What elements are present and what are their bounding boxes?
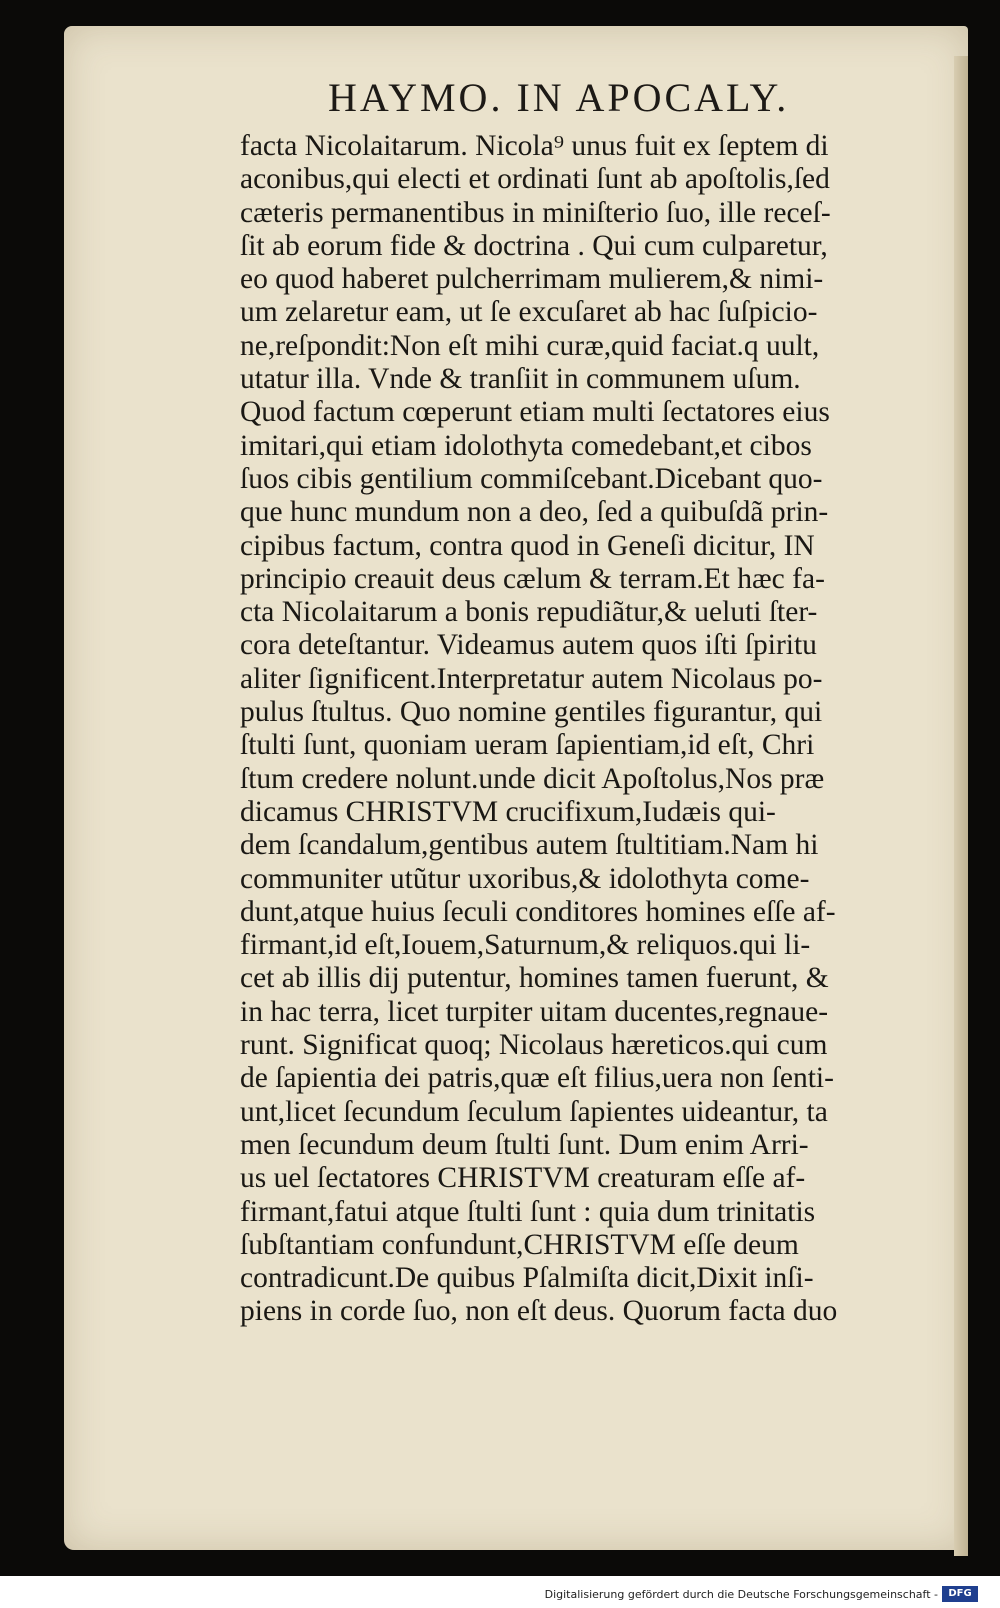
page-edge (954, 56, 968, 1556)
text-line: us uel ſectatores CHRISTVM creaturam eſſe af- (240, 1162, 806, 1195)
text-line: men ſecundum deum ſtulti ſunt. Dum enim Arri- (240, 1128, 809, 1161)
text-line: que hunc mundum non a deo, ſed a quibuſdã prin- (240, 496, 829, 529)
text-line: um zelaretur eam, ut ſe excuſaret ab hac ſuſpicio- (240, 296, 818, 329)
text-line: cipibus factum, contra quod in Geneſi dicitur, IN (240, 529, 815, 562)
text-line: ſtum credere nolunt.unde dicit Apoſtolus,Nos præ (240, 762, 825, 795)
text-line: imitari,qui etiam idolothyta comedebant,et cibos (240, 429, 812, 462)
text-line: communiter utũtur uxoribus,& idolothyta come- (240, 862, 810, 895)
body-text (240, 130, 940, 1329)
text-line: ſit ab eorum fide & doctrina . Qui cum culparetur, (240, 229, 828, 262)
dfg-logo: DFG (942, 1586, 978, 1602)
text-line: de ſapientia dei patris,quæ eſt filius,uera non ſenti- (240, 1062, 834, 1095)
text-line: dunt,atque huius ſeculi conditores homines eſſe af- (240, 895, 836, 928)
text-line: principio creauit deus cælum & terram.Et hæc fa- (240, 562, 825, 595)
text-line: piens in corde ſuo, non eſt deus. Quorum facta duo (240, 1295, 838, 1328)
text-line: ſuos cibis gentilium commiſcebant.Dicebant quo- (240, 462, 823, 495)
text-line: contradicunt.De quibus Pſalmiſta dicit,Dixit inſi- (240, 1262, 814, 1295)
text-line: ne,reſpondit:Non eſt mihi curæ,quid faciat.q uult, (240, 329, 820, 362)
running-head: HAYMO. IN APOCALY. (328, 75, 790, 120)
text-line: firmant,id eſt,Iouem,Saturnum,& reliquos.qui li- (240, 929, 811, 962)
text-line: cet ab illis dij putentur, homines tamen fuerunt, & (240, 962, 829, 995)
text-line: facta Nicolaitarum. Nicola⁹ unus fuit ex ſeptem di (240, 130, 829, 162)
text-line: cora deteſtantur. Videamus autem quos iſti ſpiritu (240, 629, 817, 662)
text-line: unt,licet ſecundum ſeculum ſapientes uideantur, ta (240, 1095, 828, 1128)
digitization-credit: Digitalisierung gefördert durch die Deutsche Forschungsgemeinschaft - (544, 1588, 938, 1601)
text-line: runt. Significat quoq; Nicolaus hæreticos.qui cum (240, 1029, 828, 1062)
text-line: eo quod haberet pulcherrimam mulierem,& nimi- (240, 263, 824, 296)
text-line: ſtulti ſunt, quoniam ueram ſapientiam,id eſt, Chri (240, 729, 815, 762)
text-line: cæteris permanentibus in miniſterio ſuo, ille receſ- (240, 196, 831, 229)
text-line: aconibus,qui electi et ordinati ſunt ab apoſtolis,ſed (240, 163, 830, 196)
text-line: pulus ſtultus. Quo nomine gentiles figurantur, qui (240, 696, 823, 729)
text-line: Quod factum cœperunt etiam multi ſectatores eius (240, 396, 830, 429)
text-line: ſubſtantiam confundunt,CHRISTVM eſſe deum (240, 1228, 799, 1261)
text-line: dicamus CHRISTVM crucifixum,Iudæis qui- (240, 795, 776, 828)
text-line: in hac terra, licet turpiter uitam ducentes,regnaue- (240, 995, 829, 1028)
text-line: firmant,fatui atque ſtulti ſunt : quia dum trinitatis (240, 1195, 816, 1228)
text-line: utatur illa. Vnde & tranſiit in communem uſum. (240, 363, 801, 396)
text-line: cta Nicolaitarum a bonis repudiãtur,& ueluti ſter- (240, 596, 818, 629)
text-line: aliter ſignificent.Interpretatur autem Nicolaus po- (240, 662, 823, 695)
text-line: dem ſcandalum,gentibus autem ſtultitiam.Nam hi (240, 829, 819, 862)
